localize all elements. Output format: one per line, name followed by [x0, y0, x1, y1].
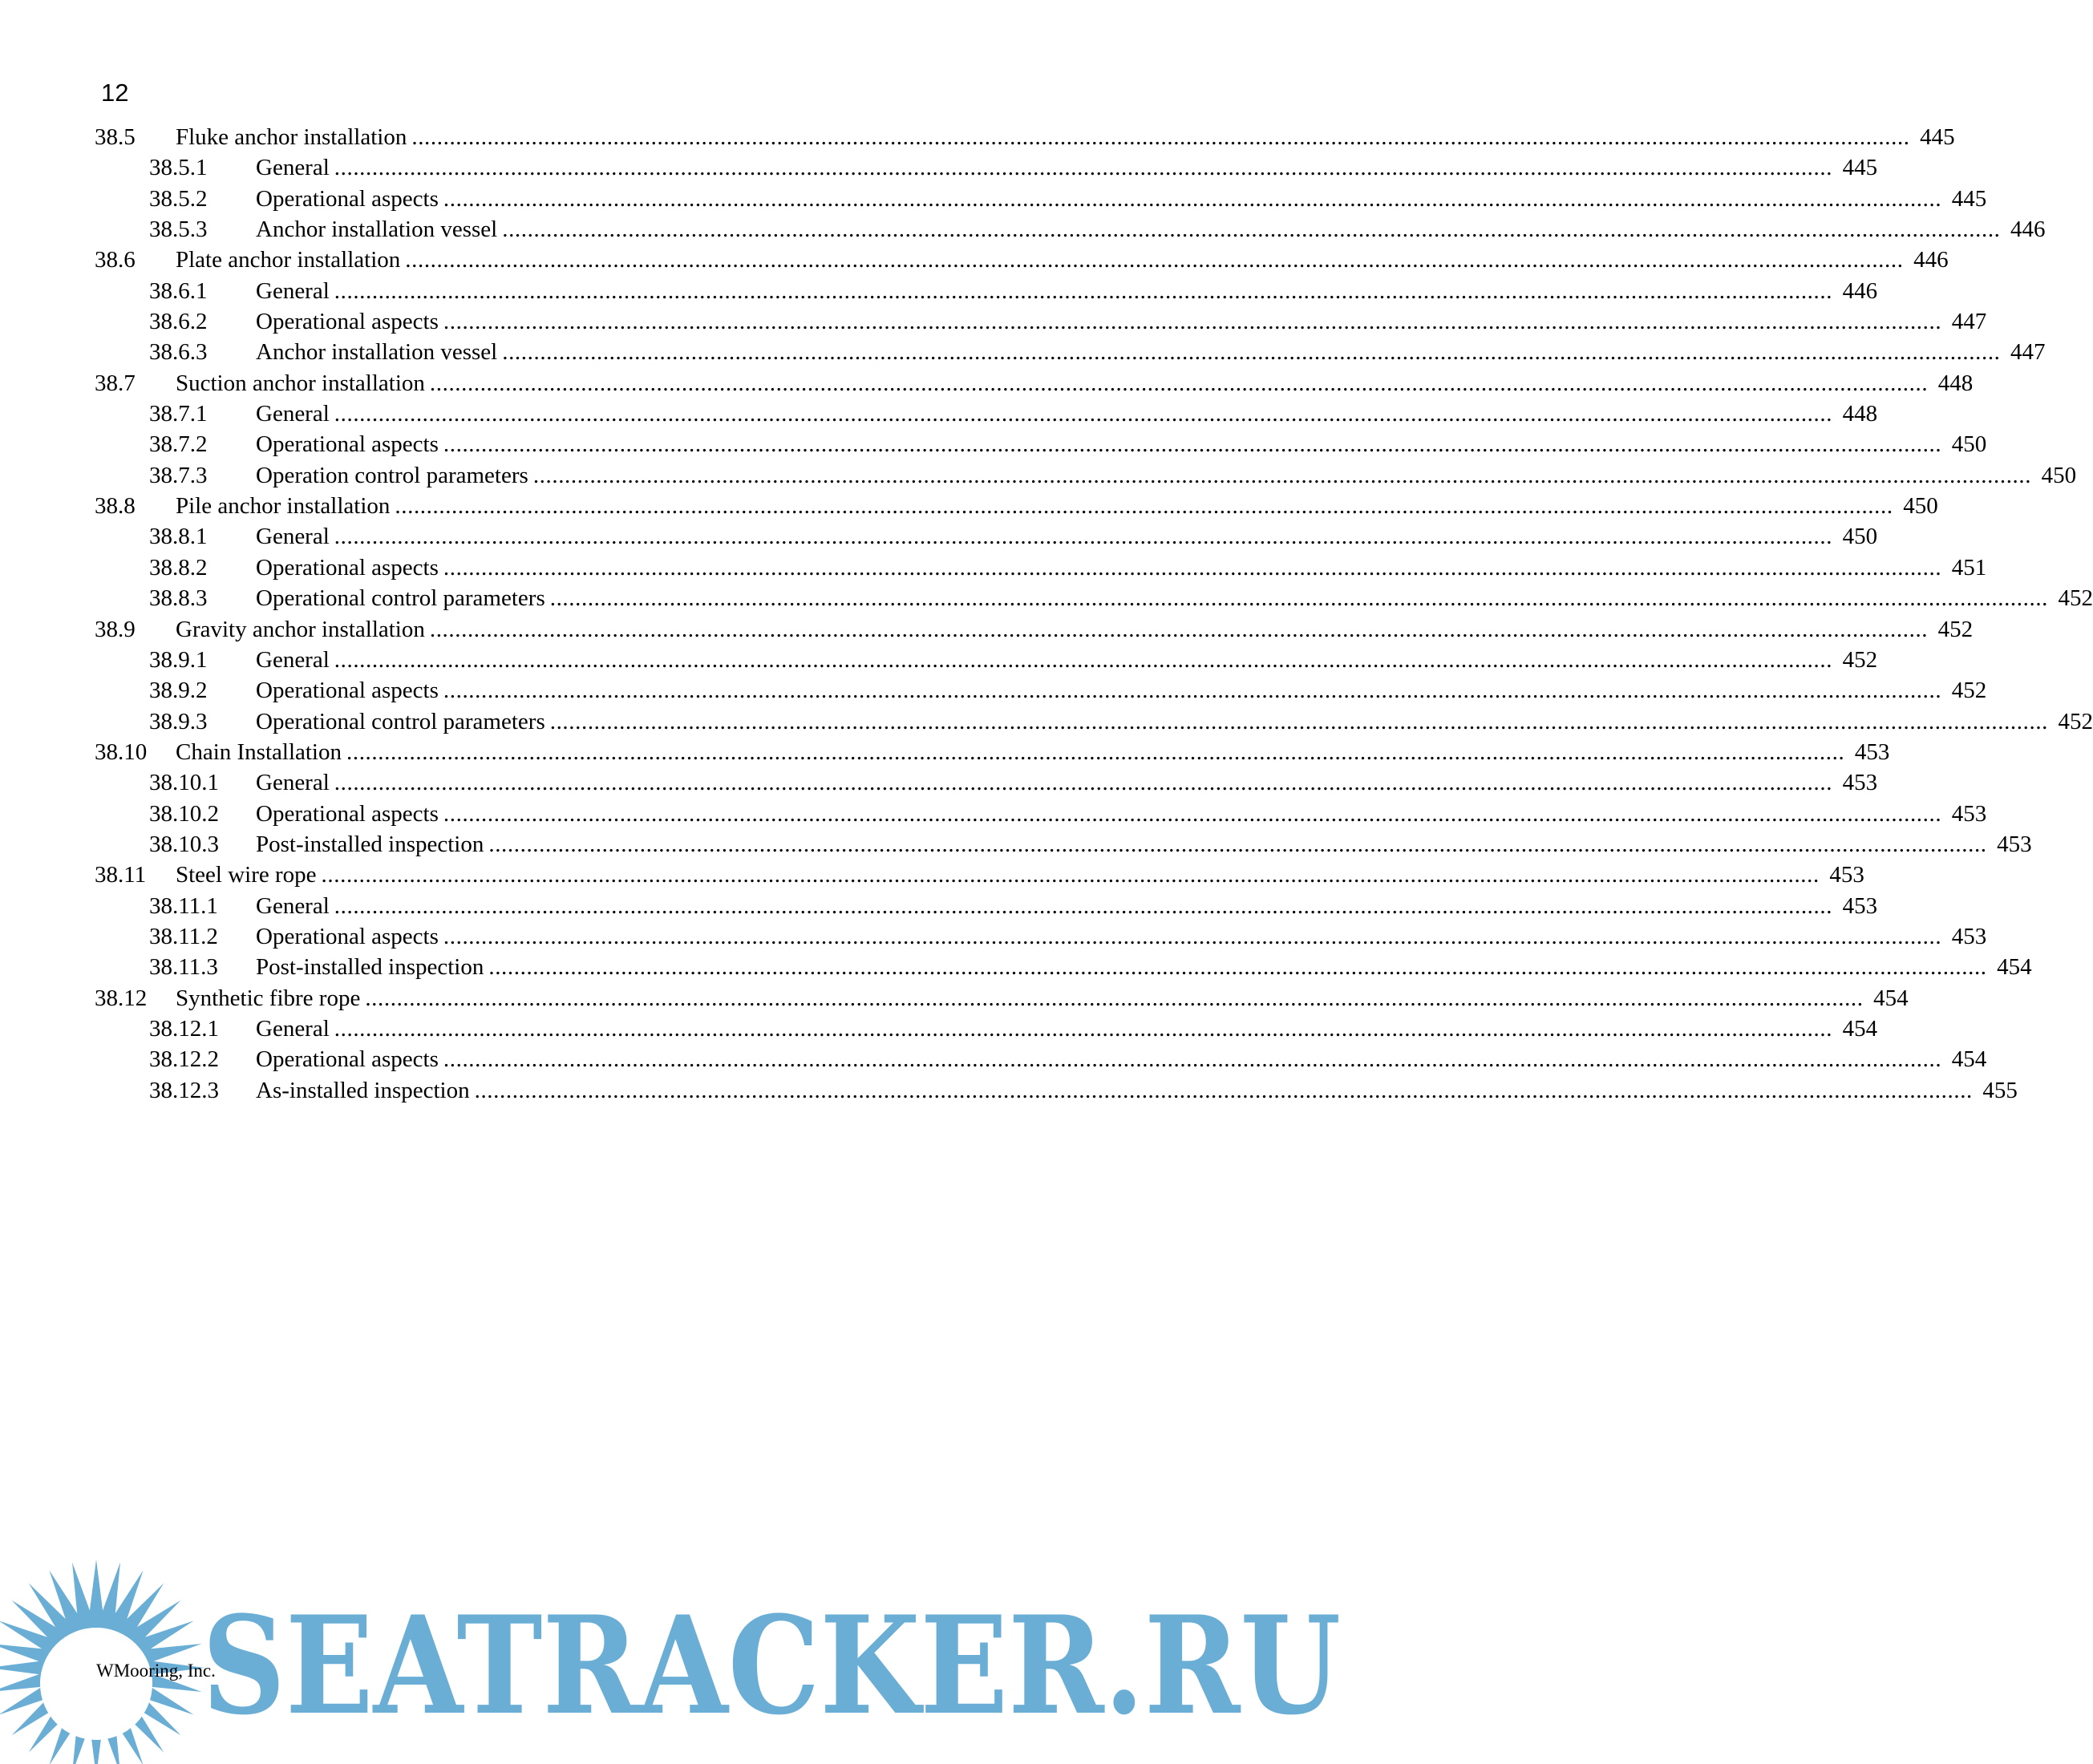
- toc-entry[interactable]: [95, 521, 1878, 552]
- toc-dot-leader: [334, 891, 1832, 921]
- toc-entry-number: 38.7.3: [149, 462, 208, 488]
- toc-entry[interactable]: [95, 1013, 1878, 1044]
- toc-dot-leader: [443, 921, 1941, 952]
- toc-dot-leader: [443, 429, 1941, 459]
- toc-entry-title: Suction anchor installation: [176, 370, 425, 396]
- toc-entry[interactable]: [95, 276, 1878, 306]
- toc-entry-page: 450: [1842, 524, 1878, 550]
- toc-entry-title: Operational aspects: [256, 923, 439, 949]
- toc-entry[interactable]: [95, 767, 1878, 798]
- toc-dot-leader: [334, 399, 1832, 429]
- toc-entry-page: 453: [1842, 892, 1878, 919]
- toc-entry[interactable]: [95, 983, 1909, 1013]
- toc-entry-title: Operational aspects: [256, 185, 439, 212]
- toc-entry-number: 38.8.2: [149, 554, 208, 581]
- toc-dot-leader: [488, 829, 1986, 860]
- toc-entry-number: 38.5: [95, 124, 136, 150]
- toc-entry-page: 452: [1951, 678, 1987, 704]
- toc-entry-title: Operational aspects: [256, 431, 439, 458]
- toc-entry-page: 450: [1903, 493, 1938, 520]
- toc-entry-title: Operational aspects: [256, 678, 439, 704]
- toc-entry[interactable]: [95, 583, 2093, 613]
- toc-entry-title: Synthetic fibre rope: [176, 985, 361, 1011]
- toc-entry-page: 447: [2010, 339, 2046, 366]
- toc-entry-title: General: [256, 277, 330, 304]
- toc-dot-leader: [365, 983, 1863, 1013]
- toc-entry-number: 38.11.1: [149, 892, 218, 919]
- toc-entry[interactable]: [95, 245, 1949, 275]
- toc-entry-number: 38.6.2: [149, 309, 208, 335]
- toc-dot-leader: [443, 552, 1941, 583]
- toc-entry-title: Operational aspects: [256, 309, 439, 335]
- toc-entry-number: 38.6.3: [149, 339, 208, 366]
- toc-entry[interactable]: [95, 829, 2032, 860]
- toc-dot-leader: [411, 122, 1909, 152]
- toc-entry-title: Anchor installation vessel: [256, 339, 498, 366]
- toc-entry[interactable]: [95, 552, 1987, 583]
- toc-entry-title: General: [256, 1015, 330, 1042]
- table-of-contents: [95, 122, 2093, 1106]
- toc-entry-page: 454: [1951, 1046, 1987, 1073]
- toc-dot-leader: [443, 306, 1941, 337]
- toc-entry-title: Fluke anchor installation: [176, 124, 407, 150]
- toc-dot-leader: [334, 645, 1832, 675]
- toc-entry[interactable]: [95, 645, 1878, 675]
- toc-entry-page: 446: [2010, 216, 2046, 243]
- toc-entry[interactable]: [95, 1044, 1987, 1074]
- toc-entry[interactable]: [95, 460, 2077, 491]
- toc-entry-title: Operation control parameters: [256, 462, 528, 488]
- toc-entry-number: 38.6.1: [149, 277, 208, 304]
- toc-dot-leader: [430, 614, 1928, 645]
- toc-entry[interactable]: [95, 675, 1987, 706]
- toc-entry-page: 450: [1951, 431, 1987, 458]
- footer-publisher: WMooring, Inc.: [96, 1661, 216, 1681]
- toc-entry-page: 446: [1913, 247, 1949, 273]
- toc-dot-leader: [395, 491, 1893, 521]
- toc-entry-number: 38.12: [95, 985, 148, 1011]
- toc-entry-title: Operational control parameters: [256, 585, 545, 612]
- toc-entry-page: 453: [1951, 923, 1987, 949]
- toc-entry-title: Operational control parameters: [256, 708, 545, 734]
- toc-entry-number: 38.10.1: [149, 770, 219, 796]
- toc-entry-number: 38.8.1: [149, 524, 208, 550]
- toc-entry-page: 453: [1997, 831, 2032, 857]
- toc-entry-number: 38.11.2: [149, 923, 218, 949]
- toc-entry-number: 38.12.2: [149, 1046, 219, 1073]
- toc-entry-title: Anchor installation vessel: [256, 216, 498, 243]
- toc-entry-page: 452: [1937, 616, 1974, 642]
- toc-entry[interactable]: [95, 860, 1864, 890]
- toc-entry-page: 448: [1842, 401, 1878, 427]
- toc-entry[interactable]: [95, 337, 2046, 367]
- toc-entry-title: Post-installed inspection: [256, 954, 484, 981]
- toc-entry-page: 445: [1920, 124, 1955, 150]
- toc-entry[interactable]: [95, 1075, 2018, 1106]
- toc-entry-page: 453: [1829, 862, 1864, 888]
- toc-dot-leader: [430, 368, 1928, 399]
- toc-dot-leader: [443, 675, 1941, 706]
- toc-entry-page: 453: [1842, 770, 1878, 796]
- toc-entry-page: 451: [1951, 554, 1987, 581]
- toc-entry-page: 450: [2041, 462, 2077, 488]
- toc-entry-page: 454: [1842, 1015, 1878, 1042]
- toc-entry-title: As-installed inspection: [256, 1077, 470, 1103]
- toc-dot-leader: [475, 1075, 1973, 1106]
- toc-entry-page: 452: [2058, 585, 2093, 612]
- toc-entry-title: Plate anchor installation: [176, 247, 401, 273]
- toc-entry-number: 38.9.2: [149, 678, 208, 704]
- toc-entry-page: 454: [1873, 985, 1909, 1011]
- toc-entry-number: 38.12.1: [149, 1015, 219, 1042]
- toc-entry-title: Steel wire rope: [176, 862, 317, 888]
- toc-entry-title: General: [256, 155, 330, 181]
- toc-entry-number: 38.9.1: [149, 646, 208, 673]
- toc-entry[interactable]: [95, 737, 1890, 767]
- toc-entry-title: Pile anchor installation: [176, 493, 391, 520]
- toc-entry-title: Gravity anchor installation: [176, 616, 425, 642]
- toc-entry[interactable]: [95, 891, 1878, 921]
- toc-entry-number: 38.10.2: [149, 800, 219, 827]
- toc-dot-leader: [405, 245, 1903, 275]
- toc-entry[interactable]: [95, 184, 1987, 214]
- toc-dot-leader: [502, 337, 2000, 367]
- toc-entry[interactable]: [95, 706, 2093, 737]
- toc-dot-leader: [533, 460, 2031, 491]
- toc-entry-title: General: [256, 646, 330, 673]
- toc-entry-page: 453: [1951, 800, 1987, 827]
- toc-entry-page: 445: [1842, 155, 1878, 181]
- toc-entry[interactable]: [95, 368, 1974, 399]
- toc-entry[interactable]: [95, 491, 1938, 521]
- watermark-text: SEATRACKER.RU: [202, 1586, 1341, 1745]
- toc-entry[interactable]: [95, 152, 1878, 183]
- toc-entry-number: 38.7.2: [149, 431, 208, 458]
- toc-dot-leader: [334, 1013, 1832, 1044]
- toc-entry-number: 38.10.3: [149, 831, 219, 857]
- toc-entry-page: 446: [1842, 277, 1878, 304]
- toc-entry[interactable]: [95, 921, 1987, 952]
- toc-entry[interactable]: [95, 799, 1987, 829]
- toc-entry[interactable]: [95, 952, 2032, 982]
- toc-dot-leader: [334, 152, 1832, 183]
- toc-dot-leader: [443, 1044, 1941, 1074]
- toc-entry-number: 38.5.2: [149, 185, 208, 212]
- toc-entry-number: 38.10: [95, 738, 148, 765]
- toc-dot-leader: [443, 184, 1941, 214]
- page-number: 12: [101, 79, 129, 107]
- toc-entry-number: 38.11: [95, 862, 147, 888]
- toc-entry-title: General: [256, 524, 330, 550]
- toc-entry-page: 452: [1842, 646, 1878, 673]
- toc-entry-page: 447: [1951, 309, 1987, 335]
- toc-dot-leader: [334, 521, 1832, 552]
- toc-entry-number: 38.8.3: [149, 585, 208, 612]
- toc-entry[interactable]: [95, 122, 1955, 152]
- toc-dot-leader: [550, 706, 2048, 737]
- toc-dot-leader: [334, 767, 1832, 798]
- toc-entry-number: 38.6: [95, 247, 136, 273]
- toc-entry-page: 448: [1937, 370, 1974, 396]
- toc-entry-number: 38.7: [95, 370, 136, 396]
- toc-dot-leader: [346, 737, 1844, 767]
- toc-entry-title: Operational aspects: [256, 1046, 439, 1073]
- toc-entry[interactable]: [95, 214, 2046, 245]
- toc-entry-page: 453: [1854, 738, 1890, 765]
- toc-entry-number: 38.9.3: [149, 708, 208, 734]
- toc-entry-number: 38.5.3: [149, 216, 208, 243]
- toc-dot-leader: [502, 214, 2000, 245]
- toc-entry-title: Post-installed inspection: [256, 831, 484, 857]
- toc-entry-number: 38.5.1: [149, 155, 208, 181]
- toc-entry[interactable]: [95, 614, 1974, 645]
- toc-entry-title: Operational aspects: [256, 554, 439, 581]
- watermark-logo: [0, 1556, 1363, 1764]
- toc-entry-page: 445: [1951, 185, 1987, 212]
- toc-entry-page: 454: [1997, 954, 2032, 981]
- toc-entry-page: 452: [2058, 708, 2093, 734]
- toc-entry[interactable]: [95, 399, 1878, 429]
- toc-entry-title: Chain Installation: [176, 738, 342, 765]
- toc-entry-number: 38.9: [95, 616, 136, 642]
- toc-dot-leader: [488, 952, 1986, 982]
- toc-dot-leader: [322, 860, 1820, 890]
- toc-entry-number: 38.12.3: [149, 1077, 219, 1103]
- toc-entry-title: General: [256, 401, 330, 427]
- toc-entry[interactable]: [95, 429, 1987, 459]
- toc-entry-title: General: [256, 770, 330, 796]
- toc-entry-page: 455: [1982, 1077, 2018, 1103]
- toc-entry-title: Operational aspects: [256, 800, 439, 827]
- toc-entry-title: General: [256, 892, 330, 919]
- toc-entry-number: 38.8: [95, 493, 136, 520]
- toc-entry-number: 38.11.3: [149, 954, 218, 981]
- toc-entry-number: 38.7.1: [149, 401, 208, 427]
- toc-dot-leader: [334, 276, 1832, 306]
- toc-dot-leader: [550, 583, 2048, 613]
- toc-dot-leader: [443, 799, 1941, 829]
- toc-entry[interactable]: [95, 306, 1987, 337]
